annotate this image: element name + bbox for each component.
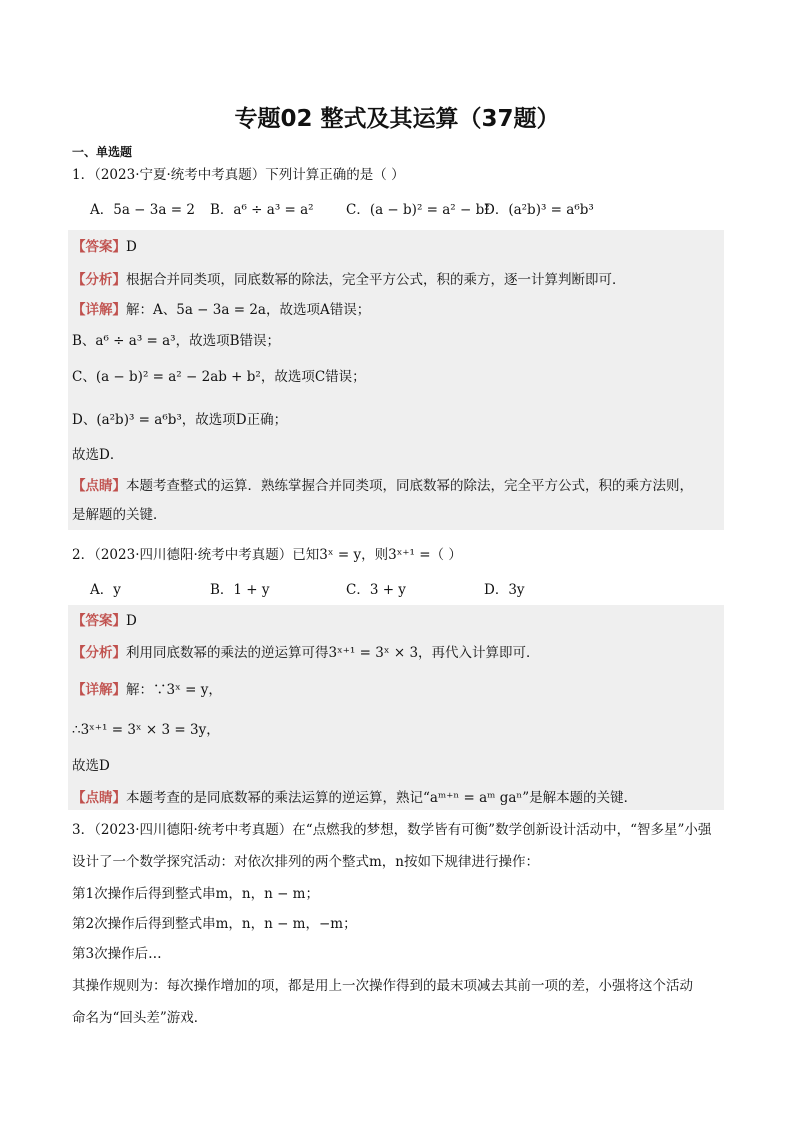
comment-text: 本题考查整式的运算．熟练掌握合并同类项，同底数幂的除法，完全平方公式，积的乘方法则， bbox=[126, 478, 693, 494]
q3-line-6: 其操作规则为：每次操作增加的项，都是用上一次操作得到的最末项减去其前一项的差，小强将这个活动 bbox=[72, 978, 693, 994]
comment-tag: 【点睛】 bbox=[72, 478, 126, 494]
comment-text: 本题考查的是同底数幂的乘法运算的逆运算，熟记“aᵐ⁺ⁿ = aᵐ gaⁿ”是解本题的关键． bbox=[126, 790, 638, 806]
detail-tag: 【详解】 bbox=[72, 302, 126, 318]
answer-tag: 【答案】 bbox=[72, 613, 126, 629]
comment-tag: 【点睛】 bbox=[72, 790, 126, 806]
analysis-text: 根据合并同类项，同底数幂的除法，完全平方公式，积的乘方，逐一计算判断即可． bbox=[126, 272, 626, 288]
detail-tag: 【详解】 bbox=[72, 682, 126, 698]
q2-option-a: A．y bbox=[90, 582, 121, 598]
q2-answer bbox=[72, 611, 722, 631]
answer-tag: 【答案】 bbox=[72, 239, 126, 255]
q2-comment bbox=[72, 788, 722, 808]
page-title: 专题02 整式及其运算（37题） bbox=[234, 106, 560, 132]
detail-text: 解：∵3ˣ = y， bbox=[126, 682, 222, 698]
q1-analysis bbox=[72, 270, 722, 290]
answer-value: D bbox=[126, 613, 137, 629]
q1-detail-b: B、a⁶ ÷ a³ = a³，故选项B错误； bbox=[72, 333, 281, 349]
q2-choose: 故选D bbox=[72, 758, 110, 774]
analysis-text: 利用同底数幂的乘法的逆运算可得3ˣ⁺¹ = 3ˣ × 3，再代入计算即可． bbox=[126, 645, 540, 661]
analysis-tag: 【分析】 bbox=[72, 645, 126, 661]
q3-line-1: 3．（2023·四川德阳·统考中考真题）在“点燃我的梦想，数学皆有可衡”数学创新设计活动中，“智多星”小强 bbox=[72, 822, 712, 838]
q2-stem: 2．（2023·四川德阳·统考中考真题）已知3ˣ = y，则3ˣ⁺¹ =（ ） bbox=[72, 547, 462, 563]
q3-line-3: 第1次操作后得到整式串m，n，n − m； bbox=[72, 886, 319, 902]
answer-value: D bbox=[126, 239, 137, 255]
q1-answer bbox=[72, 237, 722, 257]
q1-option-d: D．(a²b)³ = a⁶b³ bbox=[484, 202, 594, 218]
q3-line-7: 命名为“回头差”游戏． bbox=[72, 1010, 208, 1026]
detail-text: 解：A、5a − 3a = 2a，故选项A错误； bbox=[126, 302, 371, 318]
q3-line-5: 第3次操作后… bbox=[72, 946, 162, 962]
q2-option-b: B．1 + y bbox=[210, 582, 270, 598]
q1-detail-d: D、(a²b)³ = a⁶b³，故选项D正确； bbox=[72, 412, 288, 428]
q2-option-c: C．3 + y bbox=[346, 582, 406, 598]
section-heading: 一、单选题 bbox=[72, 145, 133, 159]
q1-stem: 1．（2023·宁夏·统考中考真题）下列计算正确的是（ ） bbox=[72, 167, 405, 183]
q1-option-c: C．(a − b)² = a² − b² bbox=[346, 202, 490, 218]
q1-option-b: B．a⁶ ÷ a³ = a² bbox=[210, 202, 314, 218]
q1-comment-2: 是解题的关键． bbox=[72, 507, 167, 523]
q2-solution-block bbox=[68, 605, 724, 810]
q2-analysis bbox=[72, 643, 722, 663]
q1-detail-c: C、(a − b)² = a² − 2ab + b²，故选项C错误； bbox=[72, 369, 366, 385]
q2-option-d: D．3y bbox=[484, 582, 525, 598]
q3-line-4: 第2次操作后得到整式串m，n，n − m，−m； bbox=[72, 916, 357, 932]
q2-detail bbox=[72, 680, 722, 700]
q1-detail bbox=[72, 300, 722, 320]
analysis-tag: 【分析】 bbox=[72, 272, 126, 288]
q1-comment bbox=[72, 476, 722, 496]
q3-line-2: 设计了一个数学探究活动：对依次排列的两个整式m，n按如下规律进行操作： bbox=[72, 854, 539, 870]
q1-option-a: A．5a − 3a = 2 bbox=[90, 202, 195, 218]
q1-choose: 故选D． bbox=[72, 447, 124, 463]
q2-detail-2: ∴3ˣ⁺¹ = 3ˣ × 3 = 3y， bbox=[72, 722, 220, 738]
